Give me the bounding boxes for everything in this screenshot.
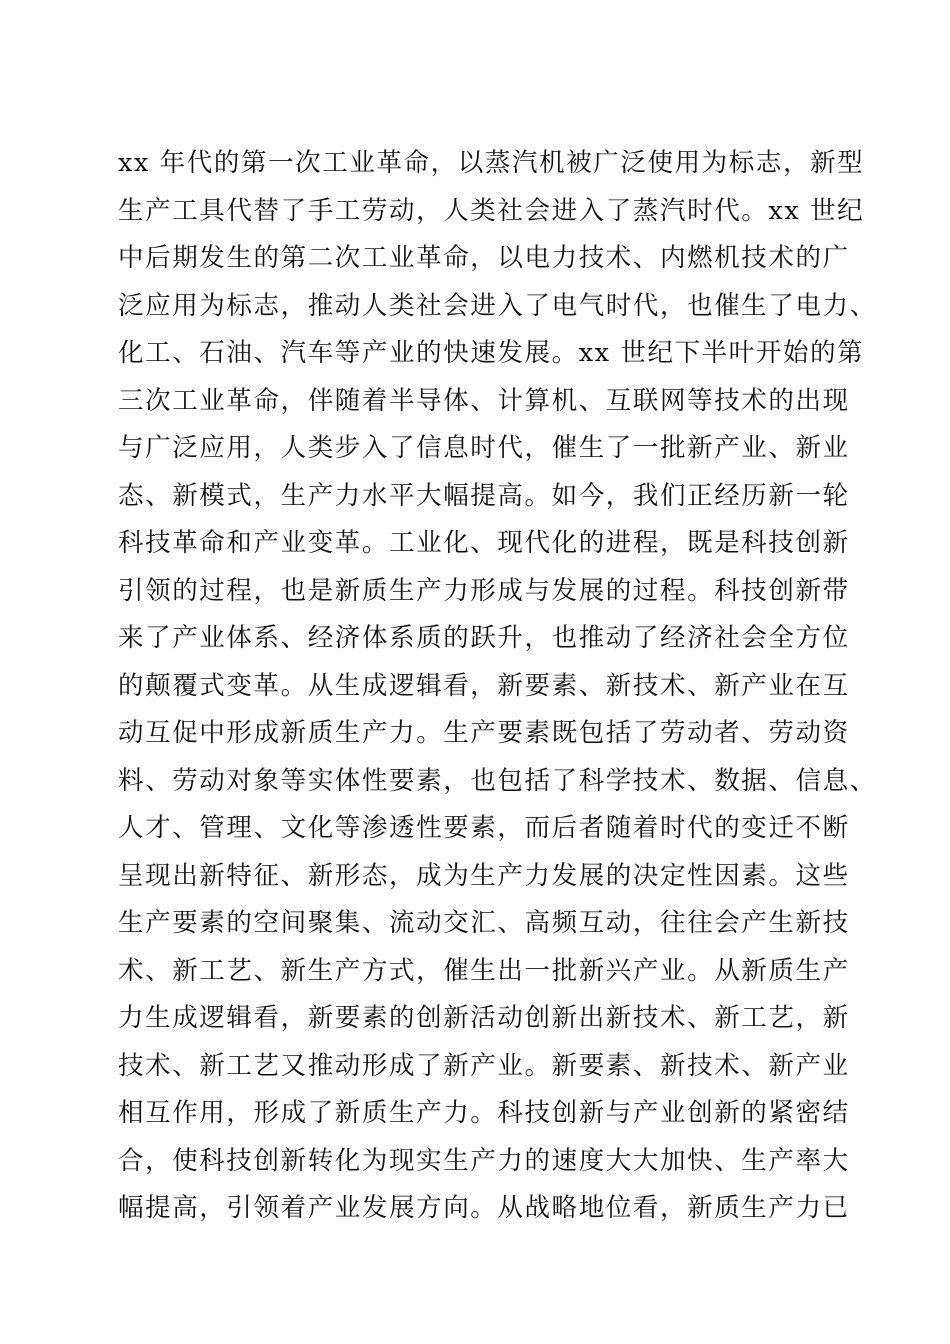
text-line: 呈现出新特征、新形态，成为生产力发展的决定性因素。这些 [118, 860, 850, 891]
text-line: 的颠覆式变革。从生成逻辑看，新要素、新技术、新产业在互 [118, 670, 850, 701]
text-line: 态、新模式，生产力水平大幅提高。如今，我们正经历新一轮 [118, 480, 850, 511]
text-line: 引领的过程，也是新质生产力形成与发展的过程。科技创新带 [118, 575, 850, 606]
text-line: 幅提高，引领着产业发展方向。从战略地位看，新质生产力已 [118, 1193, 850, 1223]
text-line: 与广泛应用，人类步入了信息时代，催生了一批新产业、新业 [118, 433, 850, 463]
text-line: 泛应用为标志，推动人类社会进入了电气时代，也催生了电力、 [118, 290, 877, 321]
text-line: 术、新工艺、新生产方式，催生出一批新兴产业。从新质生产 [118, 955, 850, 986]
text-line: xx 年代的第一次工业革命，以蒸汽机被广泛使用为标志，新型 [118, 148, 865, 178]
text-line: 料、劳动对象等实体性要素，也包括了科学技术、数据、信息、 [118, 765, 877, 796]
text-line: 技术、新工艺又推动形成了新产业。新要素、新技术、新产业 [118, 1050, 850, 1081]
text-line: 合，使科技创新转化为现实生产力的速度大大加快、生产率大 [118, 1145, 850, 1176]
text-line: 生产要素的空间聚集、流动交汇、高频互动，往往会产生新技 [118, 908, 850, 938]
text-line: 力生成逻辑看，新要素的创新活动创新出新技术、新工艺，新 [118, 1003, 850, 1033]
text-line: 三次工业革命，伴随着半导体、计算机、互联网等技术的出现 [118, 385, 850, 416]
text-line: 生产工具代替了手工劳动，人类社会进入了蒸汽时代。xx 世纪 [118, 195, 865, 226]
text-line: 动互促中形成新质生产力。生产要素既包括了劳动者、劳动资 [118, 718, 850, 748]
text-line: 中后期发生的第二次工业革命，以电力技术、内燃机技术的广 [118, 243, 850, 273]
text-line: 人才、管理、文化等渗透性要素，而后者随着时代的变迁不断 [118, 813, 850, 843]
body-paragraph [118, 140, 877, 1233]
text-line: 化工、石油、汽车等产业的快速发展。xx 世纪下半叶开始的第 [118, 338, 865, 368]
text-line: 来了产业体系、经济体系质的跃升，也推动了经济社会全方位 [118, 623, 850, 653]
text-line: 科技革命和产业变革。工业化、现代化的进程，既是科技创新 [118, 528, 850, 558]
text-line: 相互作用，形成了新质生产力。科技创新与产业创新的紧密结 [118, 1098, 850, 1128]
